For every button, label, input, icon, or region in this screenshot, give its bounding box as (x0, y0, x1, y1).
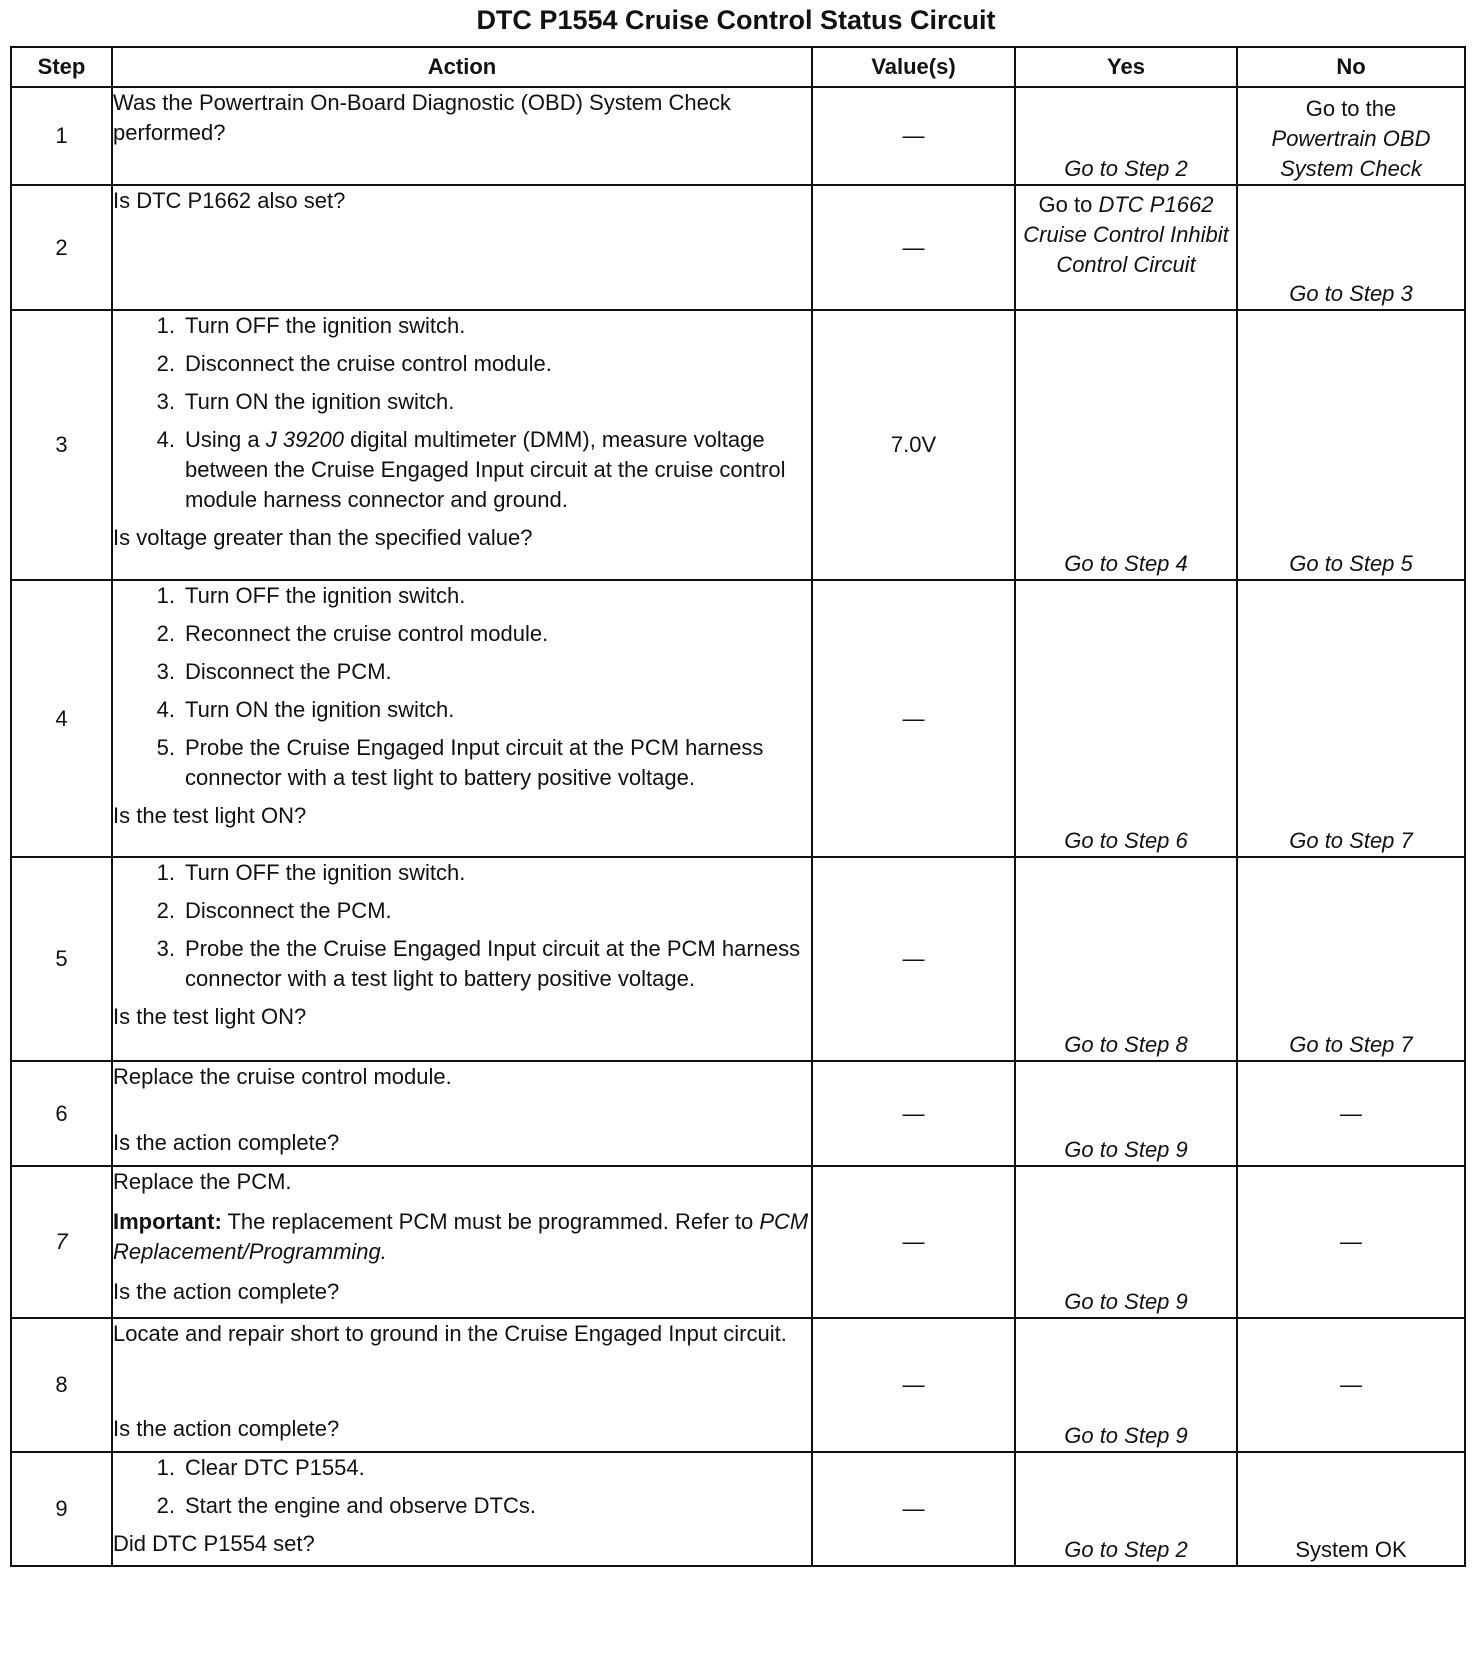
value-cell: — (812, 1452, 1015, 1566)
action-text: Locate and repair short to ground in the Cruise Engaged Input circuit. (113, 1321, 787, 1346)
action-question: Is the test light ON? (113, 803, 307, 828)
no-cell: Go to Step 3 (1237, 185, 1465, 310)
action-cell (112, 1318, 812, 1452)
important-label: Important: (113, 1209, 222, 1234)
list-item: 2. Disconnect the cruise control module. (156, 351, 552, 376)
yes-cell: Go to Step 9 (1015, 1166, 1237, 1318)
list-item: 3. Probe the the Cruise Engaged Input circuit at the PCM harness connector with a test light to battery positive voltage. (156, 936, 801, 991)
no-cell: Go to Step 7 (1237, 580, 1465, 857)
yes-cell: Go to Step 6 (1015, 580, 1237, 857)
action-cell (112, 87, 812, 185)
important-text: The replacement PCM must be programmed. Refer to (227, 1209, 754, 1234)
list-item: 5. Probe the Cruise Engaged Input circuit at the PCM harness connector with a test light to battery positive voltage. (156, 735, 764, 790)
step-number: 7 (11, 1166, 112, 1318)
action-cell (112, 580, 812, 857)
step-number: 9 (11, 1452, 112, 1566)
action-cell (112, 310, 812, 580)
value-cell: — (812, 185, 1015, 310)
table-row (11, 857, 1465, 1061)
table-row (11, 1061, 1465, 1166)
step-number: 4 (11, 580, 112, 857)
procedure-list (113, 311, 811, 515)
table-row (11, 1452, 1465, 1566)
procedure-list (113, 581, 811, 793)
dtc-table (10, 46, 1466, 1567)
important-note (113, 1207, 811, 1267)
yes-cell: Go to Step 4 (1015, 310, 1237, 580)
list-item: 2. Disconnect the PCM. (156, 898, 392, 923)
list-item: 4. Turn ON the ignition switch. (156, 697, 455, 722)
header-yes: Yes (1015, 47, 1237, 87)
list-item: 1. Turn OFF the ignition switch. (156, 583, 466, 608)
step-number: 6 (11, 1061, 112, 1166)
header-action: Action (112, 47, 812, 87)
action-text: Replace the cruise control module. (113, 1064, 452, 1089)
table-row (11, 1166, 1465, 1318)
table-row (11, 310, 1465, 580)
step-number: 5 (11, 857, 112, 1061)
action-text: Is DTC P1662 also set? (113, 188, 346, 213)
action-cell (112, 857, 812, 1061)
table-row (11, 185, 1465, 310)
list-item: 3. Turn ON the ignition switch. (156, 389, 455, 414)
list-item: 2. Start the engine and observe DTCs. (156, 1493, 536, 1518)
no-cell: Go to Step 7 (1237, 857, 1465, 1061)
action-text: Was the Powertrain On-Board Diagnostic (OBD) System Check performed? (113, 90, 731, 145)
no-cell: — (1237, 1318, 1465, 1452)
action-text: Replace the PCM. (113, 1169, 292, 1194)
list-item: 3. Disconnect the PCM. (156, 659, 392, 684)
list-item: 4. Using a J 39200 digital multimeter (DMM), measure voltage between the Cruise Engaged Input circuit at the cruise control module harness connector and ground. (156, 427, 786, 512)
table-row (11, 580, 1465, 857)
no-cell: — (1237, 1166, 1465, 1318)
value-cell: — (812, 1166, 1015, 1318)
yes-cell: Go to Step 9 (1015, 1061, 1237, 1166)
value-cell: — (812, 1318, 1015, 1452)
header-row (11, 47, 1465, 87)
yes-cell: Go to Step 2 (1015, 87, 1237, 185)
no-cell: System OK (1237, 1452, 1465, 1566)
action-question: Did DTC P1554 set? (113, 1531, 315, 1556)
list-item: 1. Turn OFF the ignition switch. (156, 313, 466, 338)
yes-cell: Go to Step 2 (1015, 1452, 1237, 1566)
yes-cell: Go to Step 9 (1015, 1318, 1237, 1452)
no-reference: Powertrain OBD System Check (1271, 126, 1431, 181)
header-step: Step (11, 47, 112, 87)
page-title: DTC P1554 Cruise Control Status Circuit (476, 5, 996, 35)
yes-cell: Go to Step 8 (1015, 857, 1237, 1061)
tool-name: J 39200 (265, 427, 345, 452)
header-values: Value(s) (812, 47, 1015, 87)
action-cell (112, 1452, 812, 1566)
procedure-list (113, 858, 811, 994)
list-item: 1. Turn OFF the ignition switch. (156, 860, 466, 885)
header-no: No (1237, 47, 1465, 87)
action-question: Is the action complete? (113, 1130, 340, 1155)
action-cell (112, 1061, 812, 1166)
no-cell: Go to Step 5 (1237, 310, 1465, 580)
action-question: Is the action complete? (113, 1279, 340, 1304)
yes-cell (1015, 185, 1237, 310)
no-cell: — (1237, 1061, 1465, 1166)
table-row (11, 87, 1465, 185)
list-item: 2. Reconnect the cruise control module. (156, 621, 549, 646)
value-cell: — (812, 1061, 1015, 1166)
value-cell: — (812, 580, 1015, 857)
value-cell: — (812, 857, 1015, 1061)
action-question: Is voltage greater than the specified value? (113, 525, 533, 550)
step-number: 8 (11, 1318, 112, 1452)
yes-text: Go to (1038, 192, 1093, 217)
step-number: 3 (11, 310, 112, 580)
no-text: Go to the (1305, 96, 1397, 121)
procedure-list (113, 1453, 811, 1521)
action-question: Is the test light ON? (113, 1004, 307, 1029)
list-item: 1. Clear DTC P1554. (156, 1455, 365, 1480)
value-cell: 7.0V (812, 310, 1015, 580)
no-cell (1237, 87, 1465, 185)
step-number: 2 (11, 185, 112, 310)
value-cell: — (812, 87, 1015, 185)
action-question: Is the action complete? (113, 1416, 340, 1441)
action-cell (112, 1166, 812, 1318)
action-cell (112, 185, 812, 310)
step-number: 1 (11, 87, 112, 185)
yes-reference: DTC P1662 Cruise Control Inhibit Control Circuit (1023, 192, 1229, 277)
important-reference: PCM Replacement/Programming. (113, 1209, 809, 1264)
table-row (11, 1318, 1465, 1452)
